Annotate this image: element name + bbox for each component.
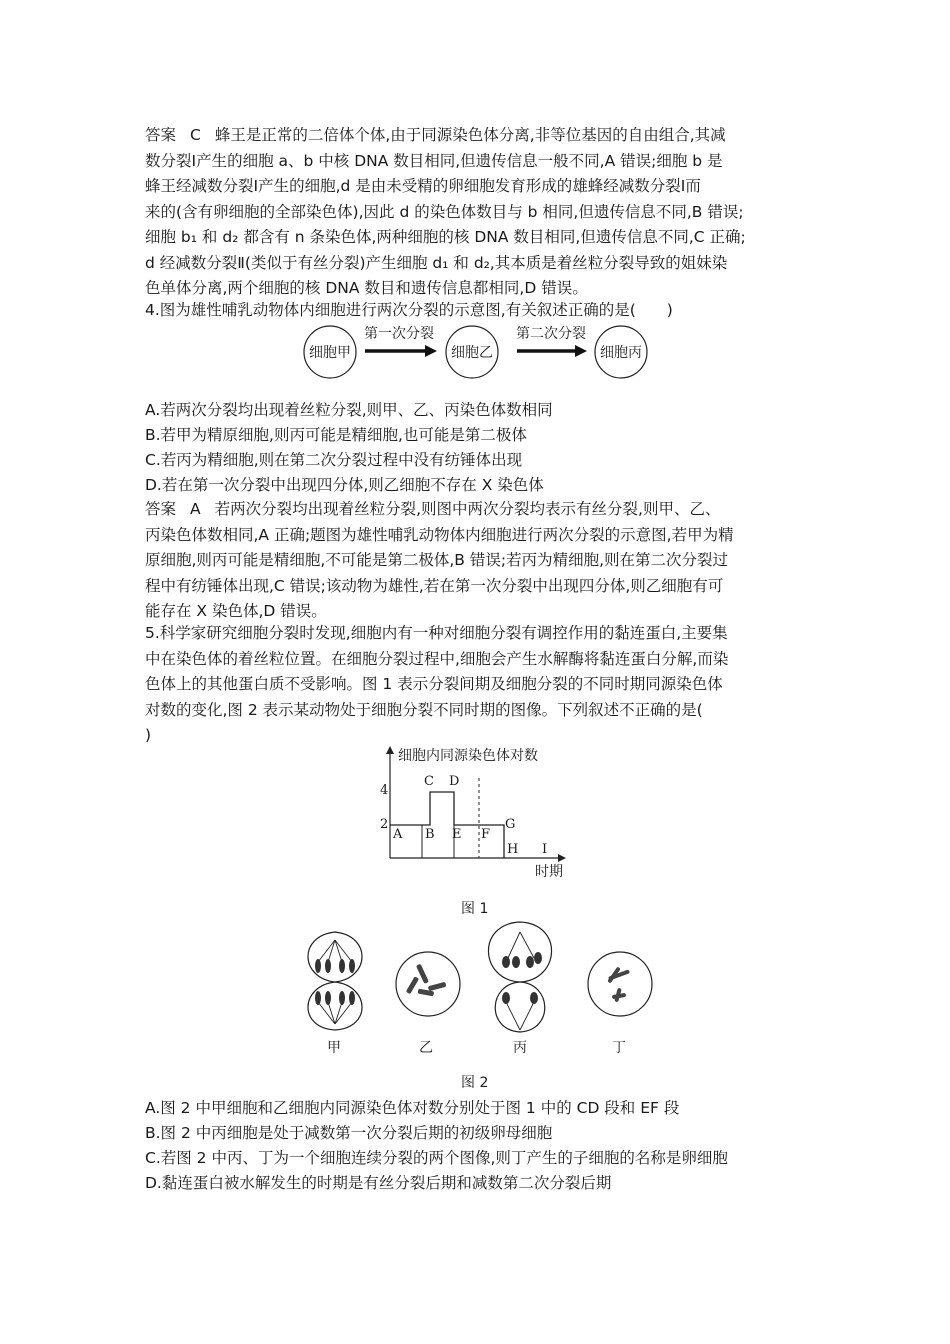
answer-line: 能存在 X 染色体,D 错误。: [145, 602, 327, 620]
y-tick-label: 2: [380, 817, 389, 832]
arrow2-label: 第二次分裂: [516, 326, 586, 342]
fig2-label-bing: 丙: [513, 1040, 527, 1056]
answer-line: 原细胞,则丙可能是精细胞,不可能是第二极体,B 错误;若丙为精细胞,则在第二次分裂过: [145, 551, 728, 569]
chart-title: 细胞内同源染色体对数: [398, 748, 538, 764]
series-line: [390, 792, 504, 858]
stem-line: 5.科学家研究细胞分裂时发现,细胞内有一种对细胞分裂有调控作用的黏连蛋白,主要集: [145, 624, 728, 642]
y-axis-arrow-icon: [386, 746, 394, 754]
answer-line: 程中有纺锤体出现,C 错误;该动物为雄性,若在第一次分裂中出现四分体,则乙细胞有可: [145, 576, 724, 595]
answer-line: 细胞 b₁ 和 d₂ 都含有 n 条染色体,两种细胞的核 DNA 数目相同,但遗传信息不同,C 正确;: [145, 228, 746, 246]
answer-line: 若两次分裂均出现着丝粒分裂,则图中两次分裂均表示有丝分裂,则甲、乙、: [214, 500, 721, 518]
option-c: C.若图 2 中丙、丁为一个细胞连续分裂的两个图像,则丁产生的子细胞的名称是卵细胞: [145, 1149, 728, 1167]
answer-line: d 经减数分裂Ⅱ(类似于有丝分裂)产生细胞 d₁ 和 d₂,其本质是着丝粒分裂导致的姐妹染: [145, 253, 728, 272]
stem-line: 对数的变化,图 2 表示某动物处于细胞分裂不同时期的图像。下列叙述不正确的是(: [145, 700, 703, 719]
answer-choice: C: [190, 126, 201, 144]
point-label-e: E: [452, 827, 462, 842]
option-a: A.图 2 中甲细胞和乙细胞内同源染色体对数分别处于图 1 中的 CD 段和 EF 段: [145, 1099, 680, 1117]
answer-label: 答案: [145, 126, 177, 144]
cell-yi-label: 细胞乙: [451, 345, 493, 361]
point-label-c: C: [424, 774, 434, 789]
stem-line: ): [145, 726, 152, 744]
q5-options: [145, 1096, 810, 1196]
option-a: A.若两次分裂均出现着丝粒分裂,则甲、乙、丙染色体数相同: [145, 401, 553, 419]
cell-bing: [595, 326, 647, 378]
arrow-right-icon: [517, 345, 587, 357]
point-label-f: F: [481, 827, 491, 842]
q4-stem: 4.图为雄性哺乳动物体内细胞进行两次分裂的示意图,有关叙述正确的是( ): [145, 301, 673, 319]
q4-division-diagram: [295, 322, 665, 382]
point-label-b: B: [425, 827, 435, 842]
answer-line: 丙染色体数相同,A 正确;题图为雄性哺乳动物体内细胞进行两次分裂的示意图,若甲为精: [145, 525, 734, 544]
answer-line: 色单体分离,两个细胞的核 DNA 数目和遗传信息都相同,D 错误。: [145, 279, 588, 297]
figure-2-cells: [290, 918, 660, 1058]
cell-yi-figure: [396, 952, 460, 1016]
option-b: B.若甲为精原细胞,则丙可能是精细胞,也可能是第二极体: [145, 426, 527, 444]
y-tick-label: 4: [380, 783, 389, 798]
figure-2-caption: 图 2: [461, 1075, 489, 1091]
answer-line: 蜂王是正常的二倍体个体,由于同源染色体分离,非等位基因的自由组合,其减: [214, 126, 726, 144]
cell-bing-figure: [488, 922, 551, 1032]
point-label-h: H: [507, 842, 519, 857]
answer-line: 数分裂Ⅰ产生的细胞 a、b 中核 DNA 数目相同,但遗传信息一般不同,A 错误;细胞 b 是: [145, 151, 723, 170]
cell-jia: [304, 326, 356, 378]
figure-1-caption: 图 1: [461, 901, 489, 917]
cell-yi: [446, 326, 498, 378]
cell-jia-figure: [308, 932, 362, 1030]
cell-ding-figure: [588, 952, 652, 1016]
stem-line: 色体上的其他蛋白质不受影响。图 1 表示分裂间期及细胞分裂的不同时期同源染色体: [145, 675, 723, 693]
option-d: D.黏连蛋白被水解发生的时期是有丝分裂后期和减数第二次分裂后期: [145, 1174, 612, 1192]
q4-answer: [145, 497, 810, 625]
cell-jia-label: 细胞甲: [309, 345, 351, 361]
q5-stem: [145, 621, 810, 749]
answer-line: 蜂王经减数分裂Ⅰ产生的细胞,d 是由未受精的卵细胞发育形成的雄蜂经减数分裂Ⅰ而: [145, 177, 701, 195]
arrow1-label: 第一次分裂: [364, 326, 434, 342]
q3-answer: [145, 123, 810, 302]
stem-line: 中在染色体的着丝粒位置。在细胞分裂过程中,细胞会产生水解酶将黏连蛋白分解,而染: [145, 649, 729, 668]
point-label-g: G: [505, 817, 516, 832]
x-axis-label: 时期: [535, 864, 563, 880]
option-d: D.若在第一次分裂中出现四分体,则乙细胞不存在 X 染色体: [145, 476, 544, 494]
fig2-label-yi: 乙: [419, 1040, 433, 1056]
arrow-right-icon: [365, 345, 437, 357]
option-b: B.图 2 中丙细胞是处于减数第一次分裂后期的初级卵母细胞: [145, 1124, 553, 1142]
point-label-i: I: [542, 842, 548, 857]
fig2-label-jia: 甲: [327, 1040, 341, 1056]
answer-choice: A: [190, 500, 201, 518]
point-label-d: D: [449, 774, 460, 789]
series-group: [390, 792, 504, 858]
q4-options: [145, 398, 810, 498]
cell-bing-label: 细胞丙: [600, 345, 642, 361]
answer-line: 来的(含有卵细胞的全部染色体),因此 d 的染色体数目与 b 相同,但遗传信息不同,B 错误;: [145, 202, 744, 221]
fig2-label-ding: 丁: [612, 1040, 626, 1056]
figure-1-chart: [350, 742, 580, 882]
x-axis-arrow-icon: [558, 854, 566, 862]
point-label-a: A: [393, 827, 403, 842]
option-c: C.若丙为精细胞,则在第二次分裂过程中没有纺锤体出现: [145, 451, 523, 469]
answer-label: 答案: [145, 500, 177, 518]
